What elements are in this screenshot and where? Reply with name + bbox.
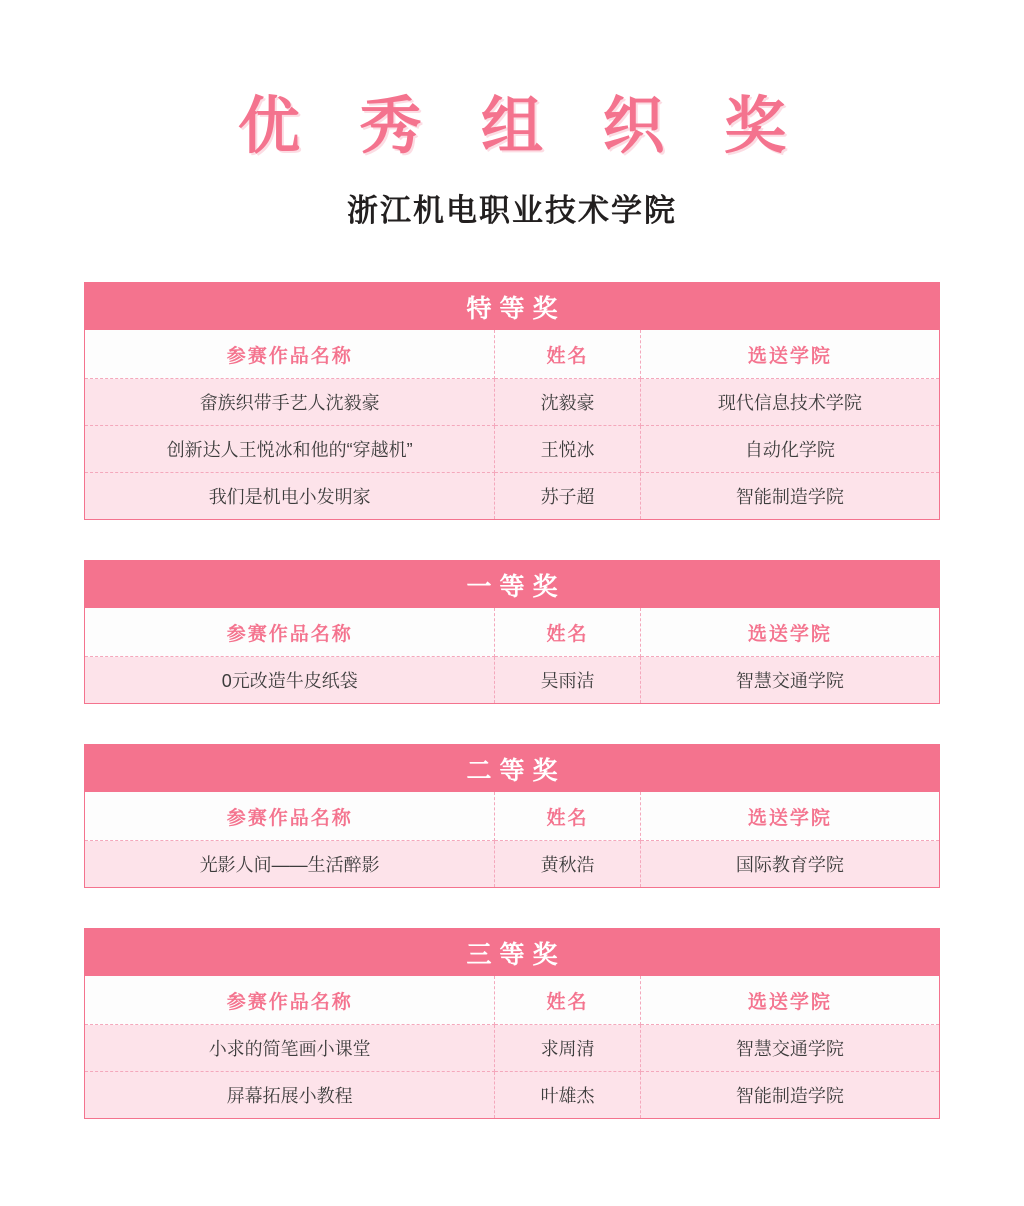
cell-name: 叶雄杰 bbox=[495, 1072, 640, 1119]
column-header-work: 参赛作品名称 bbox=[85, 330, 495, 379]
table-row bbox=[85, 841, 940, 888]
table-row bbox=[85, 1072, 940, 1119]
award-section-2 bbox=[84, 744, 940, 888]
cell-name: 苏子超 bbox=[495, 473, 640, 520]
award-tables bbox=[0, 282, 1024, 1119]
cell-name: 黄秋浩 bbox=[495, 841, 640, 888]
column-headers bbox=[85, 330, 940, 379]
cell-college: 现代信息技术学院 bbox=[640, 379, 939, 426]
section-band-label: 一等奖 bbox=[85, 561, 940, 609]
table-row bbox=[85, 426, 940, 473]
section-band bbox=[85, 283, 940, 331]
column-header-name: 姓名 bbox=[495, 608, 640, 657]
column-header-work: 参赛作品名称 bbox=[85, 608, 495, 657]
cell-work: 小求的简笔画小课堂 bbox=[85, 1025, 495, 1072]
column-headers bbox=[85, 792, 940, 841]
cell-name: 王悦冰 bbox=[495, 426, 640, 473]
cell-college: 智能制造学院 bbox=[640, 1072, 939, 1119]
column-header-college: 选送学院 bbox=[640, 608, 939, 657]
table-row bbox=[85, 1025, 940, 1072]
table-row bbox=[85, 657, 940, 704]
section-band bbox=[85, 745, 940, 793]
section-band bbox=[85, 561, 940, 609]
title-block bbox=[0, 0, 1024, 230]
award-section-3 bbox=[84, 928, 940, 1119]
cell-name: 吴雨洁 bbox=[495, 657, 640, 704]
section-band-label: 三等奖 bbox=[85, 929, 940, 977]
award-section-0 bbox=[84, 282, 940, 520]
cell-work: 我们是机电小发明家 bbox=[85, 473, 495, 520]
column-header-work: 参赛作品名称 bbox=[85, 792, 495, 841]
column-header-name: 姓名 bbox=[495, 330, 640, 379]
award-section-1 bbox=[84, 560, 940, 704]
column-header-work: 参赛作品名称 bbox=[85, 976, 495, 1025]
cell-college: 智慧交通学院 bbox=[640, 657, 939, 704]
column-header-college: 选送学院 bbox=[640, 976, 939, 1025]
cell-work: 屏幕拓展小教程 bbox=[85, 1072, 495, 1119]
column-header-college: 选送学院 bbox=[640, 792, 939, 841]
column-headers bbox=[85, 976, 940, 1025]
cell-name: 求周清 bbox=[495, 1025, 640, 1072]
cell-work: 创新达人王悦冰和他的“穿越机” bbox=[85, 426, 495, 473]
cell-college: 自动化学院 bbox=[640, 426, 939, 473]
cell-work: 0元改造牛皮纸袋 bbox=[85, 657, 495, 704]
table-row bbox=[85, 379, 940, 426]
cell-work: 光影人间——生活醉影 bbox=[85, 841, 495, 888]
section-band-label: 特等奖 bbox=[85, 283, 940, 331]
cell-name: 沈毅豪 bbox=[495, 379, 640, 426]
section-band bbox=[85, 929, 940, 977]
column-header-name: 姓名 bbox=[495, 976, 640, 1025]
column-header-name: 姓名 bbox=[495, 792, 640, 841]
table-row bbox=[85, 473, 940, 520]
cell-college: 国际教育学院 bbox=[640, 841, 939, 888]
page-subtitle: 浙江机电职业技术学院 bbox=[347, 193, 677, 229]
column-headers bbox=[85, 608, 940, 657]
column-header-college: 选送学院 bbox=[640, 330, 939, 379]
cell-college: 智能制造学院 bbox=[640, 473, 939, 520]
cell-work: 畲族织带手艺人沈毅豪 bbox=[85, 379, 495, 426]
cell-college: 智慧交通学院 bbox=[640, 1025, 939, 1072]
section-band-label: 二等奖 bbox=[85, 745, 940, 793]
page-title: 优 秀 组 织 奖 bbox=[237, 93, 808, 161]
